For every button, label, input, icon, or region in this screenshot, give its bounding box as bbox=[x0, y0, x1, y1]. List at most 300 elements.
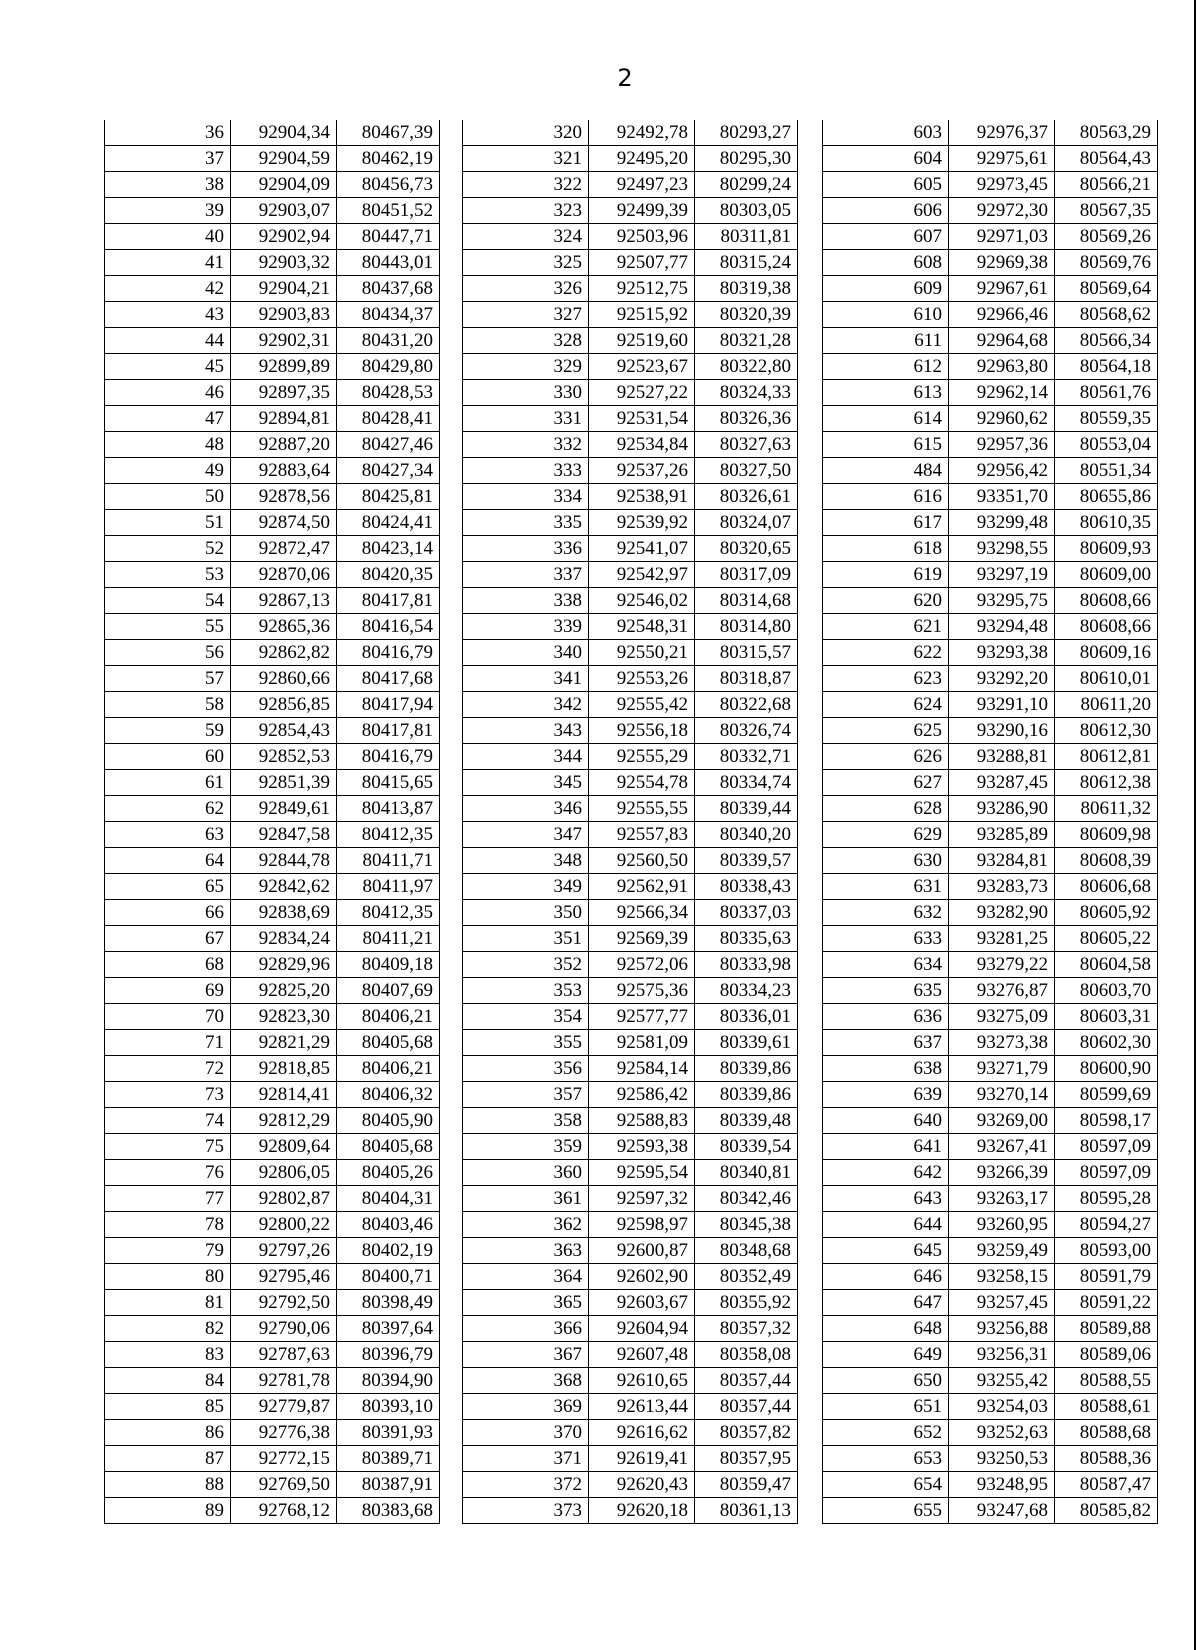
table-row bbox=[823, 1160, 1158, 1186]
x-coordinate-cell: 92854,43 bbox=[231, 718, 337, 744]
table-row bbox=[823, 1186, 1158, 1212]
point-number-cell: 41 bbox=[105, 250, 231, 276]
point-number-cell: 643 bbox=[823, 1186, 949, 1212]
x-coordinate-cell: 92604,94 bbox=[589, 1316, 695, 1342]
table-row bbox=[105, 1030, 440, 1056]
table-row bbox=[823, 770, 1158, 796]
table-row bbox=[463, 406, 798, 432]
table-row bbox=[463, 276, 798, 302]
y-coordinate-cell: 80420,35 bbox=[337, 562, 440, 588]
x-coordinate-cell: 93285,89 bbox=[949, 822, 1055, 848]
x-coordinate-cell: 92560,50 bbox=[589, 848, 695, 874]
y-coordinate-cell: 80602,30 bbox=[1055, 1030, 1158, 1056]
y-coordinate-cell: 80604,58 bbox=[1055, 952, 1158, 978]
y-coordinate-cell: 80311,81 bbox=[695, 224, 798, 250]
table-row bbox=[463, 770, 798, 796]
point-number-cell: 349 bbox=[463, 874, 589, 900]
x-coordinate-cell: 93282,90 bbox=[949, 900, 1055, 926]
x-coordinate-cell: 92562,91 bbox=[589, 874, 695, 900]
x-coordinate-cell: 92878,56 bbox=[231, 484, 337, 510]
y-coordinate-cell: 80320,65 bbox=[695, 536, 798, 562]
x-coordinate-cell: 92531,54 bbox=[589, 406, 695, 432]
table-row bbox=[823, 744, 1158, 770]
point-number-cell: 78 bbox=[105, 1212, 231, 1238]
point-number-cell: 86 bbox=[105, 1420, 231, 1446]
x-coordinate-cell: 92620,43 bbox=[589, 1472, 695, 1498]
x-coordinate-cell: 92903,32 bbox=[231, 250, 337, 276]
x-coordinate-cell: 92802,87 bbox=[231, 1186, 337, 1212]
y-coordinate-cell: 80324,07 bbox=[695, 510, 798, 536]
table-row bbox=[823, 926, 1158, 952]
point-number-cell: 70 bbox=[105, 1004, 231, 1030]
table-row bbox=[823, 354, 1158, 380]
x-coordinate-cell: 92972,30 bbox=[949, 198, 1055, 224]
table-row bbox=[463, 224, 798, 250]
table-row bbox=[463, 1160, 798, 1186]
y-coordinate-cell: 80606,68 bbox=[1055, 874, 1158, 900]
point-number-cell: 75 bbox=[105, 1134, 231, 1160]
x-coordinate-cell: 92847,58 bbox=[231, 822, 337, 848]
x-coordinate-cell: 92797,26 bbox=[231, 1238, 337, 1264]
point-number-cell: 73 bbox=[105, 1082, 231, 1108]
table-row bbox=[463, 848, 798, 874]
table-row bbox=[105, 250, 440, 276]
table-row bbox=[105, 588, 440, 614]
x-coordinate-cell: 92795,46 bbox=[231, 1264, 337, 1290]
x-coordinate-cell: 92856,85 bbox=[231, 692, 337, 718]
y-coordinate-cell: 80405,68 bbox=[337, 1134, 440, 1160]
point-number-cell: 72 bbox=[105, 1056, 231, 1082]
x-coordinate-cell: 93256,88 bbox=[949, 1316, 1055, 1342]
table-row bbox=[823, 1316, 1158, 1342]
table-row bbox=[463, 328, 798, 354]
point-number-cell: 351 bbox=[463, 926, 589, 952]
x-coordinate-cell: 92600,87 bbox=[589, 1238, 695, 1264]
table-row bbox=[823, 250, 1158, 276]
table-row bbox=[463, 198, 798, 224]
table-row bbox=[105, 1108, 440, 1134]
point-number-cell: 621 bbox=[823, 614, 949, 640]
y-coordinate-cell: 80389,71 bbox=[337, 1446, 440, 1472]
point-number-cell: 54 bbox=[105, 588, 231, 614]
point-number-cell: 369 bbox=[463, 1394, 589, 1420]
x-coordinate-cell: 92577,77 bbox=[589, 1004, 695, 1030]
point-number-cell: 634 bbox=[823, 952, 949, 978]
x-coordinate-cell: 92963,80 bbox=[949, 354, 1055, 380]
table-row bbox=[105, 432, 440, 458]
table-row bbox=[105, 978, 440, 1004]
table-row bbox=[823, 146, 1158, 172]
point-number-cell: 83 bbox=[105, 1342, 231, 1368]
x-coordinate-cell: 92852,53 bbox=[231, 744, 337, 770]
point-number-cell: 627 bbox=[823, 770, 949, 796]
table-row bbox=[823, 1290, 1158, 1316]
x-coordinate-cell: 93290,16 bbox=[949, 718, 1055, 744]
y-coordinate-cell: 80293,27 bbox=[695, 120, 798, 146]
point-number-cell: 335 bbox=[463, 510, 589, 536]
point-number-cell: 57 bbox=[105, 666, 231, 692]
x-coordinate-cell: 92569,39 bbox=[589, 926, 695, 952]
point-number-cell: 74 bbox=[105, 1108, 231, 1134]
table-row bbox=[105, 510, 440, 536]
table-row bbox=[823, 224, 1158, 250]
y-coordinate-cell: 80339,57 bbox=[695, 848, 798, 874]
y-coordinate-cell: 80609,93 bbox=[1055, 536, 1158, 562]
table-row bbox=[463, 874, 798, 900]
point-number-cell: 365 bbox=[463, 1290, 589, 1316]
table-row bbox=[105, 770, 440, 796]
point-number-cell: 635 bbox=[823, 978, 949, 1004]
x-coordinate-cell: 92973,45 bbox=[949, 172, 1055, 198]
x-coordinate-cell: 92838,69 bbox=[231, 900, 337, 926]
y-coordinate-cell: 80563,29 bbox=[1055, 120, 1158, 146]
x-coordinate-cell: 92769,50 bbox=[231, 1472, 337, 1498]
table-row bbox=[105, 1290, 440, 1316]
y-coordinate-cell: 80336,01 bbox=[695, 1004, 798, 1030]
table-row bbox=[823, 484, 1158, 510]
y-coordinate-cell: 80427,34 bbox=[337, 458, 440, 484]
point-number-cell: 87 bbox=[105, 1446, 231, 1472]
table-row bbox=[823, 1108, 1158, 1134]
table-row bbox=[823, 1082, 1158, 1108]
table-row bbox=[463, 978, 798, 1004]
point-number-cell: 646 bbox=[823, 1264, 949, 1290]
point-number-cell: 50 bbox=[105, 484, 231, 510]
x-coordinate-cell: 92539,92 bbox=[589, 510, 695, 536]
y-coordinate-cell: 80339,44 bbox=[695, 796, 798, 822]
y-coordinate-cell: 80322,68 bbox=[695, 692, 798, 718]
table-row bbox=[463, 1030, 798, 1056]
x-coordinate-cell: 92800,22 bbox=[231, 1212, 337, 1238]
table-row bbox=[463, 510, 798, 536]
table-row bbox=[463, 1108, 798, 1134]
x-coordinate-cell: 93297,19 bbox=[949, 562, 1055, 588]
x-coordinate-cell: 92870,06 bbox=[231, 562, 337, 588]
table-row bbox=[823, 406, 1158, 432]
point-number-cell: 345 bbox=[463, 770, 589, 796]
page-number: 2 bbox=[617, 64, 633, 92]
point-number-cell: 647 bbox=[823, 1290, 949, 1316]
point-number-cell: 65 bbox=[105, 874, 231, 900]
table-row bbox=[823, 718, 1158, 744]
point-number-cell: 607 bbox=[823, 224, 949, 250]
table-row bbox=[463, 354, 798, 380]
table-row bbox=[463, 718, 798, 744]
y-coordinate-cell: 80609,00 bbox=[1055, 562, 1158, 588]
x-coordinate-cell: 92495,20 bbox=[589, 146, 695, 172]
x-coordinate-cell: 93287,45 bbox=[949, 770, 1055, 796]
y-coordinate-cell: 80591,79 bbox=[1055, 1264, 1158, 1290]
point-number-cell: 333 bbox=[463, 458, 589, 484]
point-number-cell: 612 bbox=[823, 354, 949, 380]
table-row bbox=[105, 614, 440, 640]
x-coordinate-cell: 93288,81 bbox=[949, 744, 1055, 770]
point-number-cell: 46 bbox=[105, 380, 231, 406]
table-row bbox=[463, 744, 798, 770]
point-number-cell: 329 bbox=[463, 354, 589, 380]
table-row bbox=[105, 1056, 440, 1082]
point-number-cell: 623 bbox=[823, 666, 949, 692]
point-number-cell: 62 bbox=[105, 796, 231, 822]
x-coordinate-cell: 92503,96 bbox=[589, 224, 695, 250]
point-number-cell: 69 bbox=[105, 978, 231, 1004]
y-coordinate-cell: 80358,08 bbox=[695, 1342, 798, 1368]
y-coordinate-cell: 80597,09 bbox=[1055, 1160, 1158, 1186]
x-coordinate-cell: 92976,37 bbox=[949, 120, 1055, 146]
point-number-cell: 368 bbox=[463, 1368, 589, 1394]
x-coordinate-cell: 92507,77 bbox=[589, 250, 695, 276]
y-coordinate-cell: 80587,47 bbox=[1055, 1472, 1158, 1498]
y-coordinate-cell: 80404,31 bbox=[337, 1186, 440, 1212]
y-coordinate-cell: 80612,38 bbox=[1055, 770, 1158, 796]
y-coordinate-cell: 80603,70 bbox=[1055, 978, 1158, 1004]
x-coordinate-cell: 92867,13 bbox=[231, 588, 337, 614]
y-coordinate-cell: 80314,80 bbox=[695, 614, 798, 640]
x-coordinate-cell: 92541,07 bbox=[589, 536, 695, 562]
point-number-cell: 611 bbox=[823, 328, 949, 354]
table-row bbox=[105, 796, 440, 822]
y-coordinate-cell: 80593,00 bbox=[1055, 1238, 1158, 1264]
point-number-cell: 651 bbox=[823, 1394, 949, 1420]
y-coordinate-cell: 80412,35 bbox=[337, 822, 440, 848]
point-number-cell: 60 bbox=[105, 744, 231, 770]
x-coordinate-cell: 92776,38 bbox=[231, 1420, 337, 1446]
x-coordinate-cell: 92597,32 bbox=[589, 1186, 695, 1212]
y-coordinate-cell: 80412,35 bbox=[337, 900, 440, 926]
table-row bbox=[823, 1134, 1158, 1160]
table-row bbox=[105, 458, 440, 484]
y-coordinate-cell: 80334,23 bbox=[695, 978, 798, 1004]
y-coordinate-cell: 80417,68 bbox=[337, 666, 440, 692]
y-coordinate-cell: 80451,52 bbox=[337, 198, 440, 224]
x-coordinate-cell: 92806,05 bbox=[231, 1160, 337, 1186]
table-row bbox=[105, 1186, 440, 1212]
y-coordinate-cell: 80611,20 bbox=[1055, 692, 1158, 718]
table-row bbox=[463, 952, 798, 978]
point-number-cell: 633 bbox=[823, 926, 949, 952]
x-coordinate-cell: 92557,83 bbox=[589, 822, 695, 848]
x-coordinate-cell: 93283,73 bbox=[949, 874, 1055, 900]
table-row bbox=[823, 1342, 1158, 1368]
point-number-cell: 367 bbox=[463, 1342, 589, 1368]
y-coordinate-cell: 80319,38 bbox=[695, 276, 798, 302]
y-coordinate-cell: 80357,95 bbox=[695, 1446, 798, 1472]
x-coordinate-cell: 92781,78 bbox=[231, 1368, 337, 1394]
y-coordinate-cell: 80314,68 bbox=[695, 588, 798, 614]
x-coordinate-cell: 93260,95 bbox=[949, 1212, 1055, 1238]
y-coordinate-cell: 80566,21 bbox=[1055, 172, 1158, 198]
x-coordinate-cell: 93263,17 bbox=[949, 1186, 1055, 1212]
x-coordinate-cell: 92975,61 bbox=[949, 146, 1055, 172]
table-row bbox=[463, 640, 798, 666]
point-number-cell: 51 bbox=[105, 510, 231, 536]
table-row bbox=[823, 380, 1158, 406]
table-row bbox=[823, 900, 1158, 926]
table-row bbox=[823, 1238, 1158, 1264]
y-coordinate-cell: 80318,87 bbox=[695, 666, 798, 692]
table-row bbox=[463, 1082, 798, 1108]
table-row bbox=[823, 1420, 1158, 1446]
y-coordinate-cell: 80334,74 bbox=[695, 770, 798, 796]
x-coordinate-cell: 92825,20 bbox=[231, 978, 337, 1004]
table-row bbox=[463, 1004, 798, 1030]
x-coordinate-cell: 92603,67 bbox=[589, 1290, 695, 1316]
y-coordinate-cell: 80597,09 bbox=[1055, 1134, 1158, 1160]
x-coordinate-cell: 92956,42 bbox=[949, 458, 1055, 484]
y-coordinate-cell: 80352,49 bbox=[695, 1264, 798, 1290]
x-coordinate-cell: 92555,55 bbox=[589, 796, 695, 822]
y-coordinate-cell: 80340,81 bbox=[695, 1160, 798, 1186]
y-coordinate-cell: 80424,41 bbox=[337, 510, 440, 536]
table-row bbox=[463, 432, 798, 458]
point-number-cell: 614 bbox=[823, 406, 949, 432]
y-coordinate-cell: 80411,71 bbox=[337, 848, 440, 874]
point-number-cell: 338 bbox=[463, 588, 589, 614]
x-coordinate-cell: 92575,36 bbox=[589, 978, 695, 1004]
y-coordinate-cell: 80564,43 bbox=[1055, 146, 1158, 172]
table-row bbox=[105, 1082, 440, 1108]
table-row bbox=[105, 1472, 440, 1498]
table-row bbox=[463, 1498, 798, 1524]
x-coordinate-cell: 92492,78 bbox=[589, 120, 695, 146]
y-coordinate-cell: 80339,61 bbox=[695, 1030, 798, 1056]
table-row bbox=[105, 1394, 440, 1420]
y-coordinate-cell: 80398,49 bbox=[337, 1290, 440, 1316]
table-row bbox=[105, 1134, 440, 1160]
point-number-cell: 43 bbox=[105, 302, 231, 328]
x-coordinate-cell: 92812,29 bbox=[231, 1108, 337, 1134]
table-row bbox=[823, 874, 1158, 900]
table-row bbox=[463, 484, 798, 510]
x-coordinate-cell: 93299,48 bbox=[949, 510, 1055, 536]
point-number-cell: 644 bbox=[823, 1212, 949, 1238]
coordinate-table-2 bbox=[462, 120, 798, 1524]
table-row bbox=[463, 1368, 798, 1394]
x-coordinate-cell: 92546,02 bbox=[589, 588, 695, 614]
x-coordinate-cell: 93273,38 bbox=[949, 1030, 1055, 1056]
x-coordinate-cell: 92904,34 bbox=[231, 120, 337, 146]
table-row bbox=[105, 1212, 440, 1238]
table-row bbox=[823, 510, 1158, 536]
y-coordinate-cell: 80610,01 bbox=[1055, 666, 1158, 692]
y-coordinate-cell: 80411,21 bbox=[337, 926, 440, 952]
x-coordinate-cell: 92586,42 bbox=[589, 1082, 695, 1108]
y-coordinate-cell: 80588,68 bbox=[1055, 1420, 1158, 1446]
point-number-cell: 81 bbox=[105, 1290, 231, 1316]
x-coordinate-cell: 92851,39 bbox=[231, 770, 337, 796]
table-row bbox=[823, 822, 1158, 848]
y-coordinate-cell: 80327,63 bbox=[695, 432, 798, 458]
x-coordinate-cell: 92555,29 bbox=[589, 744, 695, 770]
point-number-cell: 347 bbox=[463, 822, 589, 848]
table-row bbox=[105, 380, 440, 406]
y-coordinate-cell: 80413,87 bbox=[337, 796, 440, 822]
point-number-cell: 629 bbox=[823, 822, 949, 848]
y-coordinate-cell: 80337,03 bbox=[695, 900, 798, 926]
table-row bbox=[463, 250, 798, 276]
y-coordinate-cell: 80332,71 bbox=[695, 744, 798, 770]
point-number-cell: 353 bbox=[463, 978, 589, 1004]
y-coordinate-cell: 80357,44 bbox=[695, 1394, 798, 1420]
x-coordinate-cell: 92966,46 bbox=[949, 302, 1055, 328]
x-coordinate-cell: 92572,06 bbox=[589, 952, 695, 978]
table-row bbox=[823, 848, 1158, 874]
point-number-cell: 58 bbox=[105, 692, 231, 718]
point-number-cell: 354 bbox=[463, 1004, 589, 1030]
y-coordinate-cell: 80588,36 bbox=[1055, 1446, 1158, 1472]
point-number-cell: 323 bbox=[463, 198, 589, 224]
point-number-cell: 362 bbox=[463, 1212, 589, 1238]
coordinate-table-1 bbox=[104, 120, 440, 1524]
y-coordinate-cell: 80456,73 bbox=[337, 172, 440, 198]
point-number-cell: 36 bbox=[105, 120, 231, 146]
y-coordinate-cell: 80447,71 bbox=[337, 224, 440, 250]
x-coordinate-cell: 92964,68 bbox=[949, 328, 1055, 354]
y-coordinate-cell: 80357,82 bbox=[695, 1420, 798, 1446]
table-row bbox=[463, 666, 798, 692]
point-number-cell: 53 bbox=[105, 562, 231, 588]
y-coordinate-cell: 80425,81 bbox=[337, 484, 440, 510]
table-row bbox=[463, 926, 798, 952]
point-number-cell: 625 bbox=[823, 718, 949, 744]
x-coordinate-cell: 92499,39 bbox=[589, 198, 695, 224]
table-row bbox=[105, 1160, 440, 1186]
table-row bbox=[463, 1212, 798, 1238]
point-number-cell: 343 bbox=[463, 718, 589, 744]
x-coordinate-cell: 92595,54 bbox=[589, 1160, 695, 1186]
table-row bbox=[823, 1446, 1158, 1472]
table-row bbox=[463, 614, 798, 640]
point-number-cell: 321 bbox=[463, 146, 589, 172]
x-coordinate-cell: 92844,78 bbox=[231, 848, 337, 874]
x-coordinate-cell: 92616,62 bbox=[589, 1420, 695, 1446]
point-number-cell: 71 bbox=[105, 1030, 231, 1056]
y-coordinate-cell: 80416,54 bbox=[337, 614, 440, 640]
y-coordinate-cell: 80600,90 bbox=[1055, 1056, 1158, 1082]
table-row bbox=[105, 1264, 440, 1290]
point-number-cell: 355 bbox=[463, 1030, 589, 1056]
table-row bbox=[463, 1134, 798, 1160]
y-coordinate-cell: 80431,20 bbox=[337, 328, 440, 354]
table-row bbox=[823, 1030, 1158, 1056]
x-coordinate-cell: 92883,64 bbox=[231, 458, 337, 484]
y-coordinate-cell: 80348,68 bbox=[695, 1238, 798, 1264]
x-coordinate-cell: 92553,26 bbox=[589, 666, 695, 692]
y-coordinate-cell: 80405,26 bbox=[337, 1160, 440, 1186]
y-coordinate-cell: 80609,98 bbox=[1055, 822, 1158, 848]
point-number-cell: 360 bbox=[463, 1160, 589, 1186]
table-row bbox=[823, 1394, 1158, 1420]
table-row bbox=[823, 1212, 1158, 1238]
y-coordinate-cell: 80393,10 bbox=[337, 1394, 440, 1420]
point-number-cell: 637 bbox=[823, 1030, 949, 1056]
point-number-cell: 327 bbox=[463, 302, 589, 328]
coordinate-table-3 bbox=[822, 120, 1158, 1524]
y-coordinate-cell: 80594,27 bbox=[1055, 1212, 1158, 1238]
point-number-cell: 366 bbox=[463, 1316, 589, 1342]
point-number-cell: 89 bbox=[105, 1498, 231, 1524]
x-coordinate-cell: 92527,22 bbox=[589, 380, 695, 406]
x-coordinate-cell: 92894,81 bbox=[231, 406, 337, 432]
x-coordinate-cell: 93252,63 bbox=[949, 1420, 1055, 1446]
table-row bbox=[105, 1316, 440, 1342]
y-coordinate-cell: 80434,37 bbox=[337, 302, 440, 328]
x-coordinate-cell: 92602,90 bbox=[589, 1264, 695, 1290]
x-coordinate-cell: 92588,83 bbox=[589, 1108, 695, 1134]
x-coordinate-cell: 93294,48 bbox=[949, 614, 1055, 640]
x-coordinate-cell: 92512,75 bbox=[589, 276, 695, 302]
point-number-cell: 79 bbox=[105, 1238, 231, 1264]
